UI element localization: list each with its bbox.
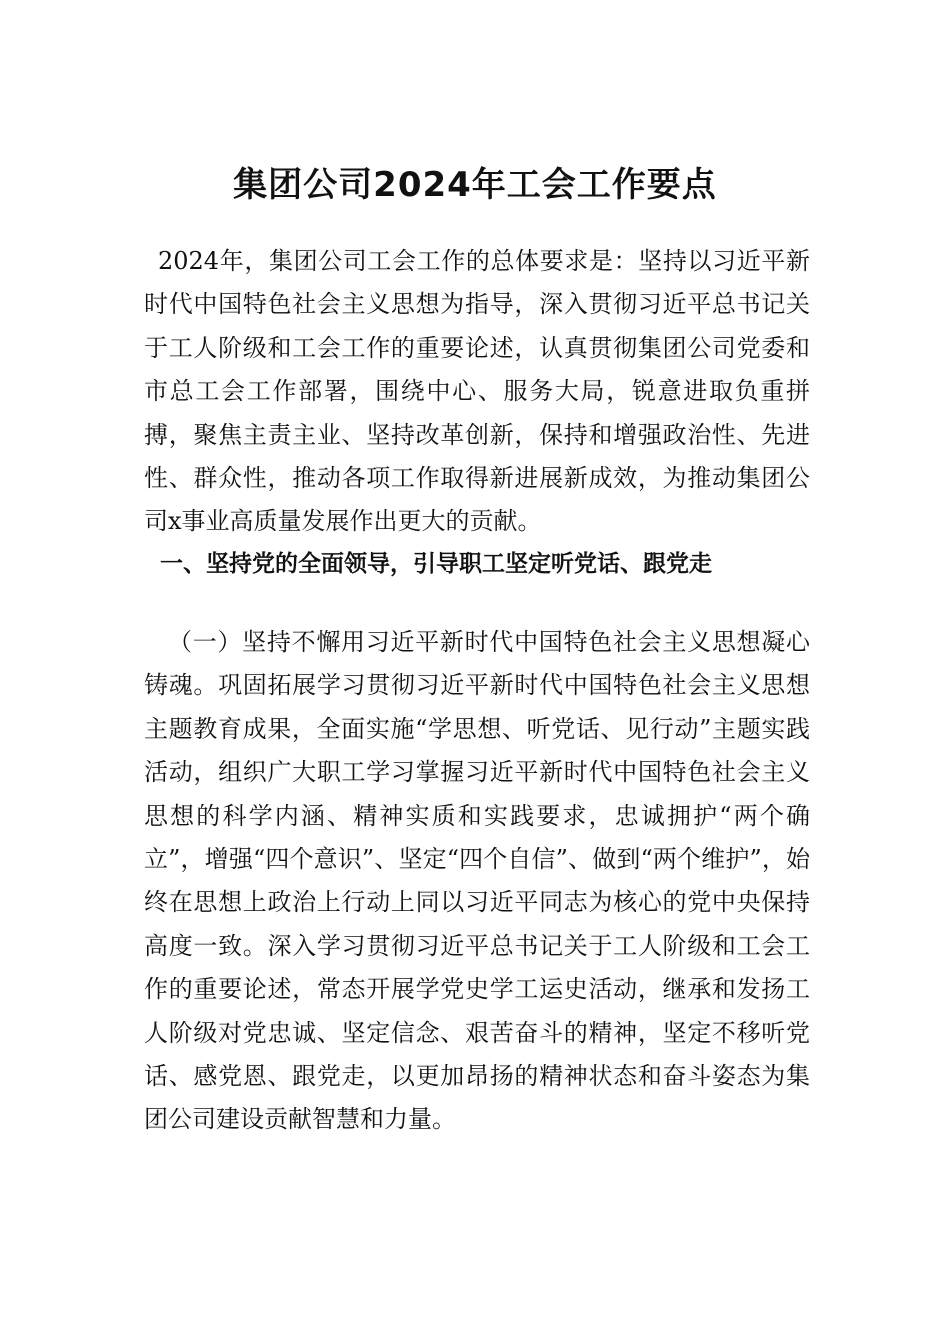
- document-title: 集团公司2024年工会工作要点: [233, 165, 717, 205]
- intro-paragraph: 2024年，集团公司工会工作的总体要求是：坚持以习近平新时代中国特色社会主义思想为指导，深入贯彻习近平总书记关于工人阶级和工会工作的重要论述，认真贯彻集团公司党委和市总工会工作部署，围绕中心、服务大局，锐意进取负重拼搏，聚焦主责主业、坚持改革创新，保持和增强政治性、先进性、群众性，推动各项工作取得新进展新成效，为推动集团公司x事业高质量发展作出更大的贡献。: [144, 247, 810, 536]
- section-1-paragraph: （一）坚持不懈用习近平新时代中国特色社会主义思想凝心铸魂。巩固拓展学习贯彻习近平新时代中国特色社会主义思想主题教育成果，全面实施“学思想、听党话、见行动”主题实践活动，组织广大职工学习掌握习近平新时代中国特色社会主义思想的科学内涵、精神实质和实践要求，忠诚拥护“两个确立”，增强“四个意识”、坚定“四个自信”、做到“两个维护”，始终在思想上政治上行动上同以习近平同志为核心的党中央保持高度一致。深入学习贯彻习近平总书记关于工人阶级和工会工作的重要论述，常态开展学党史学工运史活动，继承和发扬工人阶级对党忠诚、坚定信念、艰苦奋斗的精神，坚定不移听党话、感党恩、跟党走，以更加昂扬的精神状态和奋斗姿态为集团公司建设贡献智慧和力量。: [144, 628, 810, 1134]
- section-1-heading: 一、坚持党的全面领导，引导职工坚定听党话、跟党走: [160, 551, 712, 577]
